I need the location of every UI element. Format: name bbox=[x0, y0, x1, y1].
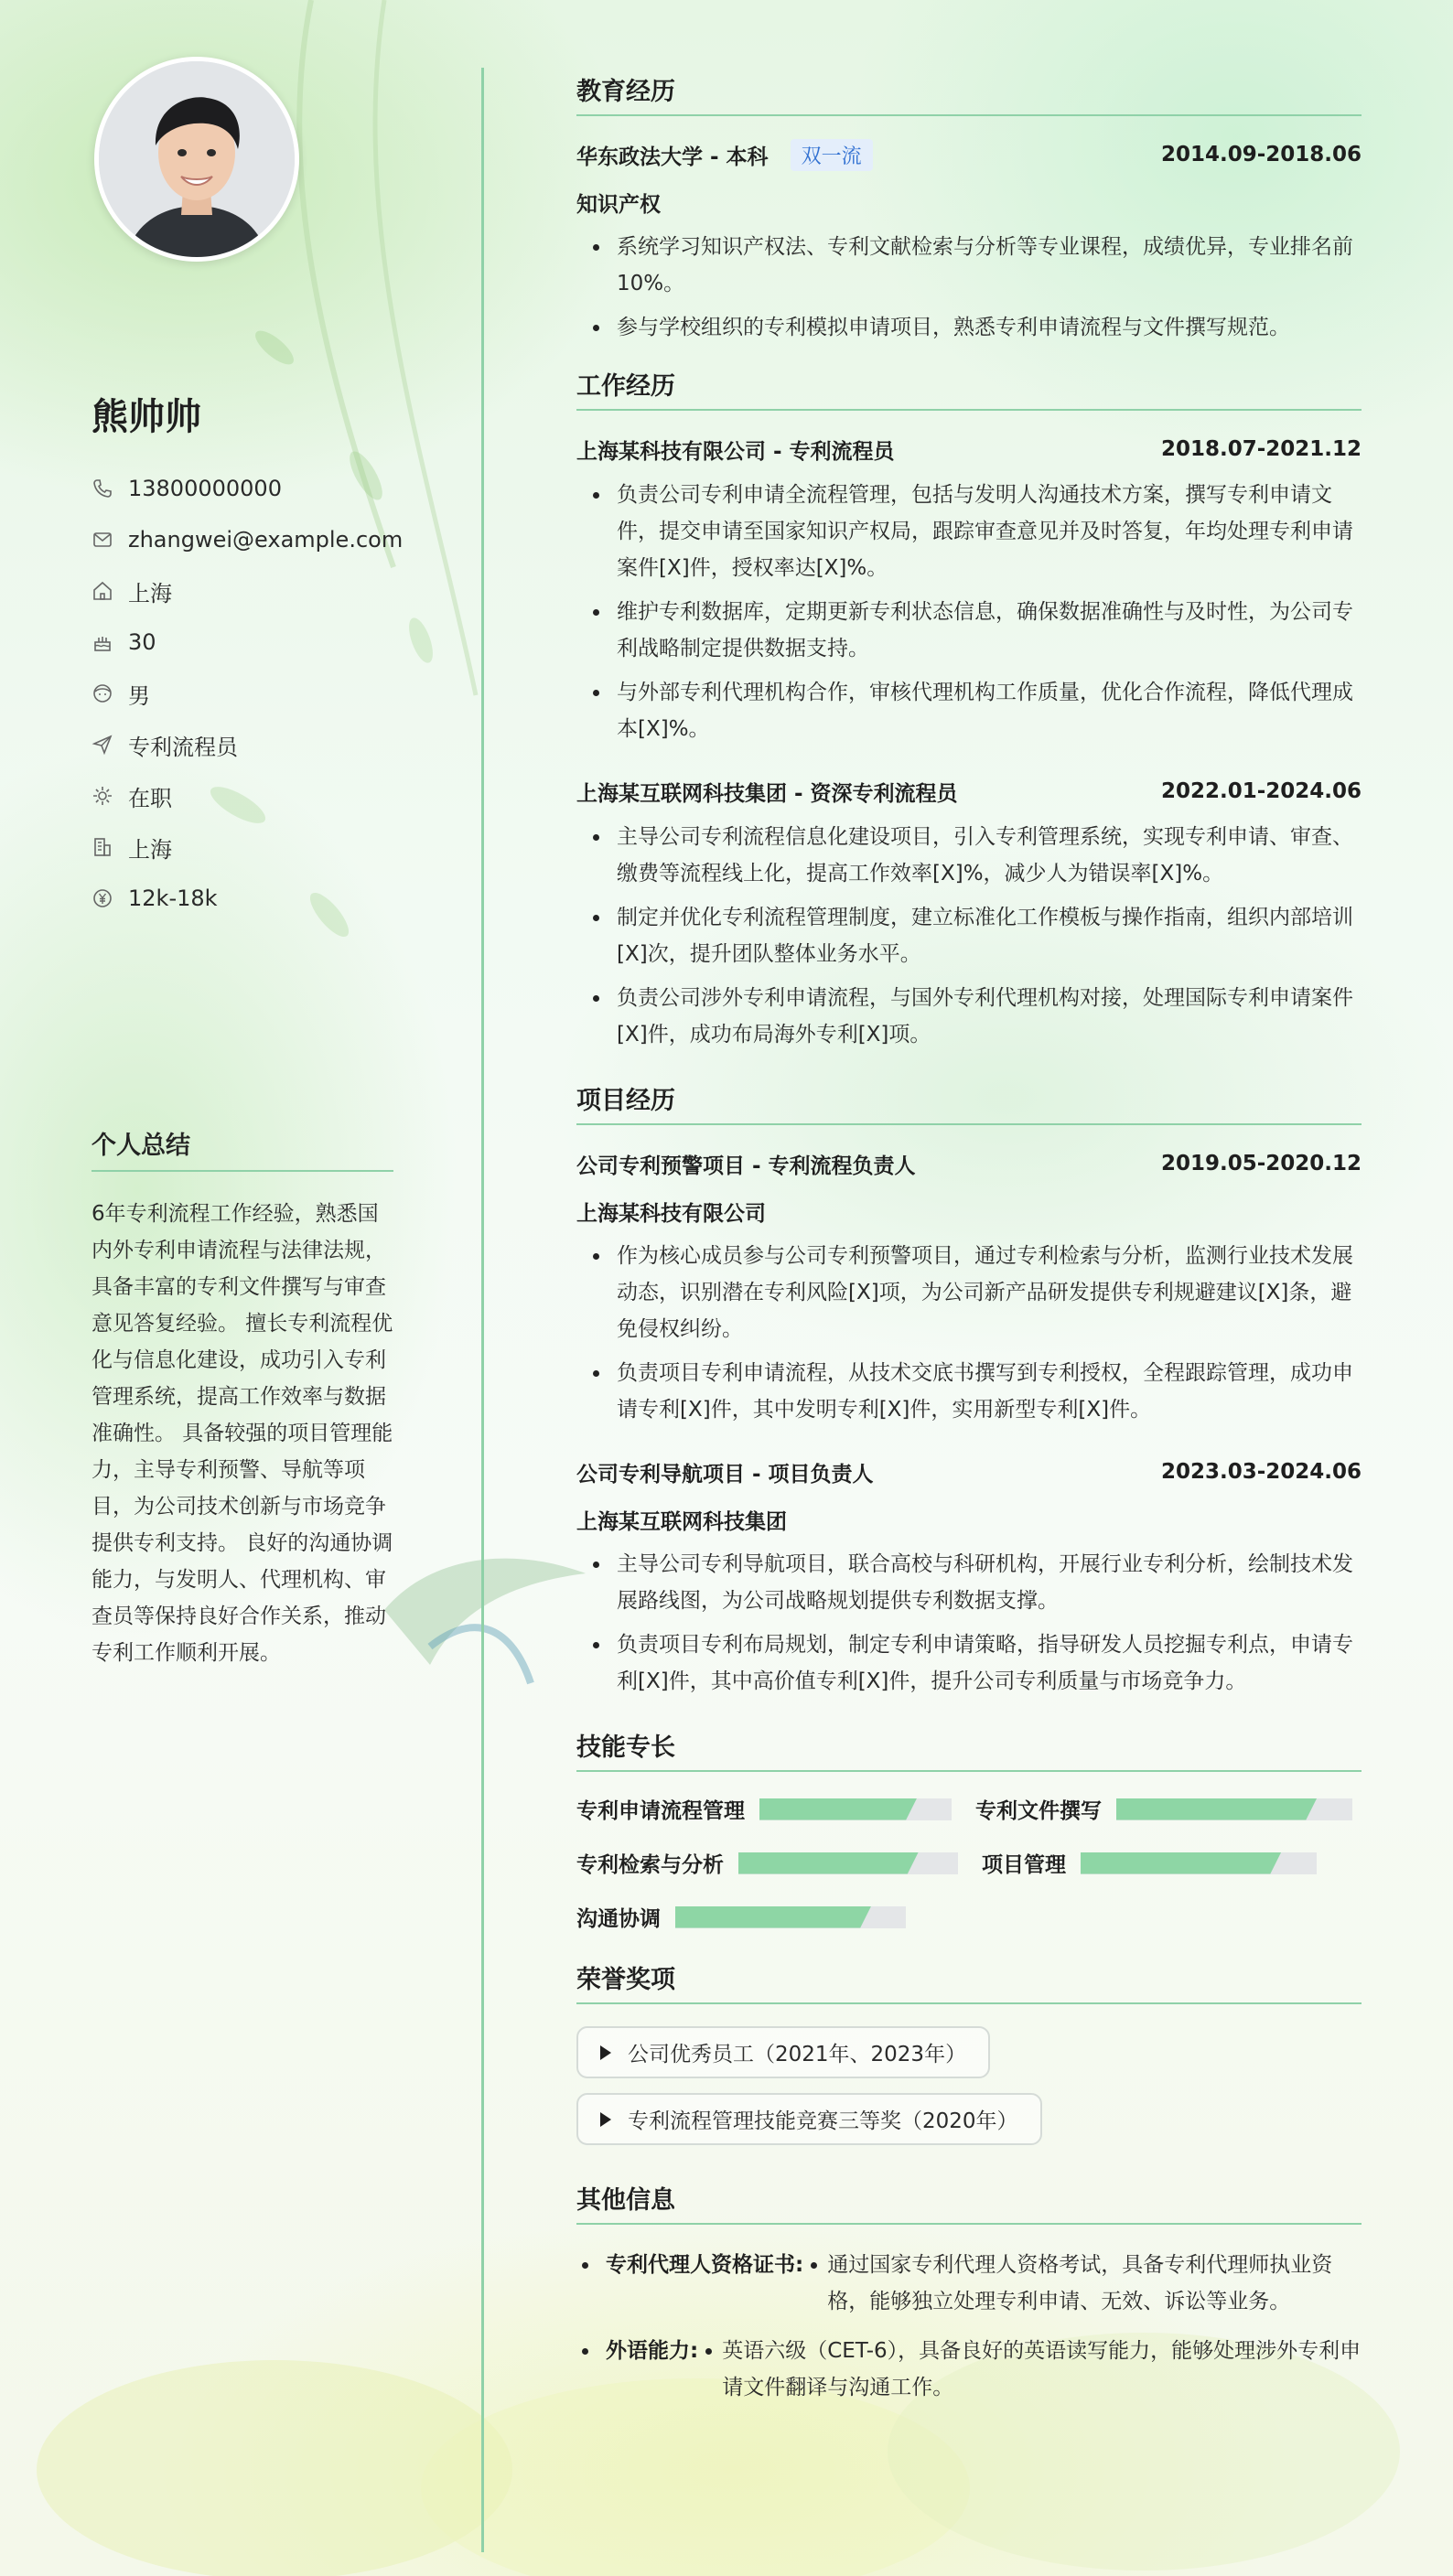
skill-bar-fill bbox=[759, 1798, 917, 1820]
skill-item bbox=[576, 1794, 952, 1824]
award-list bbox=[576, 2026, 1362, 2160]
list-item: 主导公司专利导航项目，联合高校与科研机构，开展行业专利分析，绘制技术发展路线图，为公司战略规划提供专利数据支撑。 bbox=[617, 1546, 1362, 1619]
skill-name: 专利检索与分析 bbox=[576, 1853, 724, 1877]
skill-bar bbox=[738, 1852, 958, 1874]
avatar-portrait bbox=[99, 61, 295, 257]
project-section bbox=[576, 1080, 1362, 1700]
building-icon bbox=[91, 836, 113, 858]
skill-bar bbox=[675, 1906, 906, 1928]
work-heading: 上海某科技有限公司 - 专利流程员 bbox=[576, 439, 895, 464]
project-title: 项目经历 bbox=[576, 1080, 1362, 1125]
skill-bar bbox=[1116, 1798, 1352, 1820]
education-header bbox=[576, 138, 1362, 171]
project-bullets bbox=[576, 1546, 1362, 1700]
summary-text: 6年专利流程工作经验，熟悉国内外专利申请流程与法律法规，具备丰富的专利文件撰写与审查意见答复经验。 擅长专利流程优化与信息化建设，成功引入专利管理系统，提高工作效率与数据准确性。 具备较强的项目管理能力，主导专利预警、导航等项目，为公司技术创新与市场竞争提供专利支持。 良好的沟通协调能力，与发明人、代理机构、审查员等保持良好合作关系，推动专利工作顺利开展。 bbox=[91, 1202, 393, 1665]
skill-item bbox=[576, 1902, 906, 1932]
contact-gender bbox=[91, 668, 403, 719]
send-icon bbox=[91, 734, 113, 756]
list-item: 作为核心成员参与公司专利预警项目，通过专利检索与分析，监测行业技术发展动态，识别潜在专利风险[X]项，为公司新产品研发提供专利规避建议[X]条，避免侵权纠纷。 bbox=[617, 1238, 1362, 1347]
skill-bar-fill bbox=[1081, 1852, 1281, 1874]
award-text: 专利流程管理技能竞赛三等奖（2020年） bbox=[628, 2109, 1018, 2133]
work-entry bbox=[576, 775, 1362, 1053]
skill-item bbox=[982, 1848, 1317, 1878]
contact-phone bbox=[91, 463, 403, 514]
list-item: 负责项目专利申请流程，从技术交底书撰写到专利授权，全程跟踪管理，成功申请专利[X]件，其中发明专利[X]件，实用新型专利[X]件。 bbox=[617, 1355, 1362, 1428]
project-company: 上海某科技有限公司 bbox=[576, 1202, 766, 1226]
school-badge: 双一流 bbox=[791, 139, 873, 171]
other-title: 其他信息 bbox=[576, 2180, 1362, 2225]
list-item bbox=[576, 2247, 1362, 2320]
contact-text: 13800000000 bbox=[128, 476, 282, 501]
contact-text: 30 bbox=[128, 629, 156, 655]
list-item: 主导公司专利流程信息化建设项目，引入专利管理系统，实现专利申请、审查、缴费等流程线上化，提高工作效率[X]%，减少人为错误率[X]%。 bbox=[617, 819, 1362, 892]
contact-location bbox=[91, 565, 403, 617]
list-item: 与外部专利代理机构合作，审核代理机构工作质量，优化合作流程，降低代理成本[X]%。 bbox=[617, 674, 1362, 747]
list-item: 参与学校组织的专利模拟申请项目，熟悉专利申请流程与文件撰写规范。 bbox=[617, 309, 1362, 346]
award-item[interactable] bbox=[576, 2093, 1042, 2145]
contact-text: 12k-18k bbox=[128, 886, 218, 911]
caret-right-icon bbox=[600, 2112, 611, 2127]
contact-status bbox=[91, 770, 403, 821]
project-entry bbox=[576, 1147, 1362, 1428]
summary-title: 个人总结 bbox=[91, 1125, 393, 1172]
education-major: 知识产权 bbox=[576, 193, 661, 217]
skill-item bbox=[576, 1848, 958, 1878]
project-heading: 公司专利预警项目 - 专利流程负责人 bbox=[576, 1154, 916, 1178]
summary-section bbox=[91, 1125, 393, 1671]
list-item: 维护专利数据库，定期更新专利状态信息，确保数据准确性与及时性，为公司专利战略制定提供数据支持。 bbox=[617, 594, 1362, 667]
status-icon bbox=[91, 785, 113, 807]
column-divider bbox=[481, 68, 484, 2552]
contact-text: 上海 bbox=[128, 580, 172, 606]
contact-text: 上海 bbox=[128, 836, 172, 863]
skill-name: 专利申请流程管理 bbox=[576, 1799, 745, 1823]
list-item: 负责公司涉外专利申请流程，与国外专利代理机构对接，处理国际专利申请案件[X]件，成功布局海外专利[X]项。 bbox=[617, 980, 1362, 1053]
contact-email bbox=[91, 514, 403, 565]
list-item: 制定并优化专利流程管理制度，建立标准化工作模板与操作指南，组织内部培训[X]次，提升团队整体业务水平。 bbox=[617, 899, 1362, 972]
other-key: 外语能力: bbox=[606, 2339, 699, 2363]
caret-right-icon bbox=[600, 2045, 611, 2060]
list-item: 负责公司专利申请全流程管理，包括与发明人沟通技术方案，撰写专利申请文件，提交申请至国家知识产权局，跟踪审查意见并及时答复，年均处理专利申请案件[X]件，授权率达[X]%。 bbox=[617, 477, 1362, 586]
skill-bar-fill bbox=[1116, 1798, 1317, 1820]
contact-text: 专利流程员 bbox=[128, 734, 238, 760]
work-entry bbox=[576, 433, 1362, 747]
main-content bbox=[576, 71, 1362, 2426]
work-date: 2018.07-2021.12 bbox=[1160, 437, 1362, 461]
awards-title: 荣誉奖项 bbox=[576, 1959, 1362, 2004]
work-header bbox=[576, 775, 1362, 808]
skill-name: 沟通协调 bbox=[576, 1907, 661, 1931]
mail-icon bbox=[91, 529, 113, 551]
profile-name: 熊帅帅 bbox=[91, 396, 201, 438]
work-bullets bbox=[576, 477, 1362, 747]
skills-title: 技能专长 bbox=[576, 1727, 1362, 1772]
project-heading: 公司专利导航项目 - 项目负责人 bbox=[576, 1462, 874, 1487]
home-icon bbox=[91, 580, 113, 602]
education-date: 2014.09-2018.06 bbox=[1160, 143, 1362, 166]
phone-icon bbox=[91, 478, 113, 499]
list-item bbox=[576, 2333, 1362, 2406]
education-title: 教育经历 bbox=[576, 71, 1362, 116]
skill-name: 专利文件撰写 bbox=[975, 1799, 1102, 1823]
avatar bbox=[94, 57, 299, 262]
work-section bbox=[576, 366, 1362, 1053]
project-header bbox=[576, 1147, 1362, 1180]
list-item: 负责项目专利布局规划，制定专利申请策略，指导研发人员挖掘专利点，申请专利[X]件，其中高价值专利[X]件，提升公司专利质量与市场竞争力。 bbox=[617, 1626, 1362, 1700]
contact-salary bbox=[91, 873, 403, 924]
work-title: 工作经历 bbox=[576, 366, 1362, 411]
skill-name: 项目管理 bbox=[982, 1853, 1066, 1877]
education-school: 华东政法大学 - 本科 bbox=[576, 145, 769, 169]
project-date: 2023.03-2024.06 bbox=[1160, 1460, 1362, 1484]
contact-text: 男 bbox=[128, 682, 150, 709]
skill-bar bbox=[1081, 1852, 1317, 1874]
work-heading: 上海某互联网科技集团 - 资深专利流程员 bbox=[576, 781, 958, 806]
skill-bar-fill bbox=[675, 1906, 871, 1928]
contact-city bbox=[91, 821, 403, 873]
project-bullets bbox=[576, 1238, 1362, 1428]
contact-age bbox=[91, 617, 403, 668]
contact-list bbox=[91, 463, 403, 924]
skill-item bbox=[975, 1794, 1352, 1824]
other-list bbox=[576, 2247, 1362, 2406]
other-value: 通过国家专利代理人资格考试，具备专利代理师执业资格，能够独立处理专利申请、无效、诉讼等业务。 bbox=[803, 2247, 1362, 2320]
contact-position bbox=[91, 719, 403, 770]
other-value: 英语六级（CET-6），具备良好的英语读写能力，能够处理涉外专利申请文件翻译与沟通工作。 bbox=[698, 2333, 1362, 2406]
project-company: 上海某互联网科技集团 bbox=[576, 1510, 787, 1534]
work-bullets bbox=[576, 819, 1362, 1053]
other-key: 专利代理人资格证书: bbox=[606, 2253, 804, 2277]
awards-section bbox=[576, 1959, 1362, 2160]
work-date: 2022.01-2024.06 bbox=[1160, 779, 1362, 803]
list-item: 系统学习知识产权法、专利文献检索与分析等专业课程，成绩优异，专业排名前10%。 bbox=[617, 229, 1362, 302]
skill-bar bbox=[759, 1798, 952, 1820]
education-section bbox=[576, 71, 1362, 346]
gender-icon bbox=[91, 682, 113, 704]
work-header bbox=[576, 433, 1362, 466]
salary-icon bbox=[91, 887, 113, 909]
cake-icon bbox=[91, 631, 113, 653]
project-entry bbox=[576, 1455, 1362, 1700]
skills-list bbox=[576, 1794, 1362, 1932]
skills-section bbox=[576, 1727, 1362, 1932]
contact-text: zhangwei@example.com bbox=[128, 527, 404, 553]
award-text: 公司优秀员工（2021年、2023年） bbox=[628, 2043, 967, 2066]
project-date: 2019.05-2020.12 bbox=[1160, 1152, 1362, 1175]
other-section bbox=[576, 2180, 1362, 2406]
skill-bar-fill bbox=[738, 1852, 919, 1874]
contact-text: 在职 bbox=[128, 785, 172, 811]
project-header bbox=[576, 1455, 1362, 1488]
education-bullets bbox=[576, 229, 1362, 346]
award-item[interactable] bbox=[576, 2026, 990, 2078]
